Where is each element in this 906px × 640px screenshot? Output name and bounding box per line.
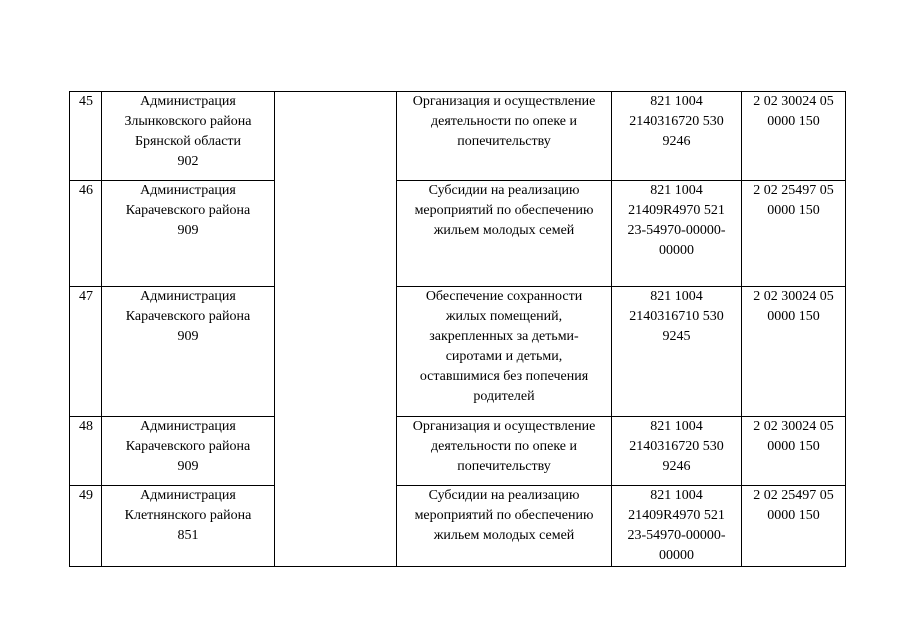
budget-code-cell: 821 1004 2140316710 530 9245 <box>612 287 742 417</box>
row-number: 49 <box>70 486 102 567</box>
recipient-name: Администрация Карачевского района 909 <box>102 181 275 287</box>
revenue-code-cell: 2 02 25497 05 0000 150 <box>742 486 846 567</box>
allocation-table <box>69 91 846 567</box>
budget-code-cell: 821 1004 2140316720 530 9246 <box>612 92 742 181</box>
empty-cell <box>275 92 397 181</box>
revenue-code-cell: 2 02 30024 05 0000 150 <box>742 92 846 181</box>
table-row <box>70 92 846 181</box>
empty-cell <box>275 486 397 567</box>
revenue-code-cell: 2 02 30024 05 0000 150 <box>742 287 846 417</box>
row-number: 46 <box>70 181 102 287</box>
budget-code-cell: 821 1004 2140316720 530 9246 <box>612 417 742 486</box>
purpose-cell: Организация и осуществление деятельности по опеке и попечительству <box>397 92 612 181</box>
budget-code-cell: 821 1004 21409R4970 521 23-54970-00000- 00000 <box>612 486 742 567</box>
empty-cell <box>275 181 397 287</box>
row-number: 47 <box>70 287 102 417</box>
table-row <box>70 486 846 567</box>
empty-cell <box>275 287 397 417</box>
table-row <box>70 181 846 287</box>
purpose-cell: Субсидии на реализацию мероприятий по обеспечению жильем молодых семей <box>397 486 612 567</box>
empty-cell <box>275 417 397 486</box>
recipient-name: Администрация Злынковского района Брянской области 902 <box>102 92 275 181</box>
revenue-code-cell: 2 02 25497 05 0000 150 <box>742 181 846 287</box>
revenue-code-cell: 2 02 30024 05 0000 150 <box>742 417 846 486</box>
purpose-cell: Субсидии на реализацию мероприятий по обеспечению жильем молодых семей <box>397 181 612 287</box>
recipient-name: Администрация Карачевского района 909 <box>102 417 275 486</box>
recipient-name: Администрация Клетнянского района 851 <box>102 486 275 567</box>
table-row <box>70 287 846 417</box>
purpose-cell: Организация и осуществление деятельности по опеке и попечительству <box>397 417 612 486</box>
budget-code-cell: 821 1004 21409R4970 521 23-54970-00000- 00000 <box>612 181 742 287</box>
row-number: 48 <box>70 417 102 486</box>
table-row <box>70 417 846 486</box>
recipient-name: Администрация Карачевского района 909 <box>102 287 275 417</box>
purpose-cell: Обеспечение сохранности жилых помещений, закрепленных за детьми- сиротами и детьми, оставшимися без попечения родителей <box>397 287 612 417</box>
row-number: 45 <box>70 92 102 181</box>
